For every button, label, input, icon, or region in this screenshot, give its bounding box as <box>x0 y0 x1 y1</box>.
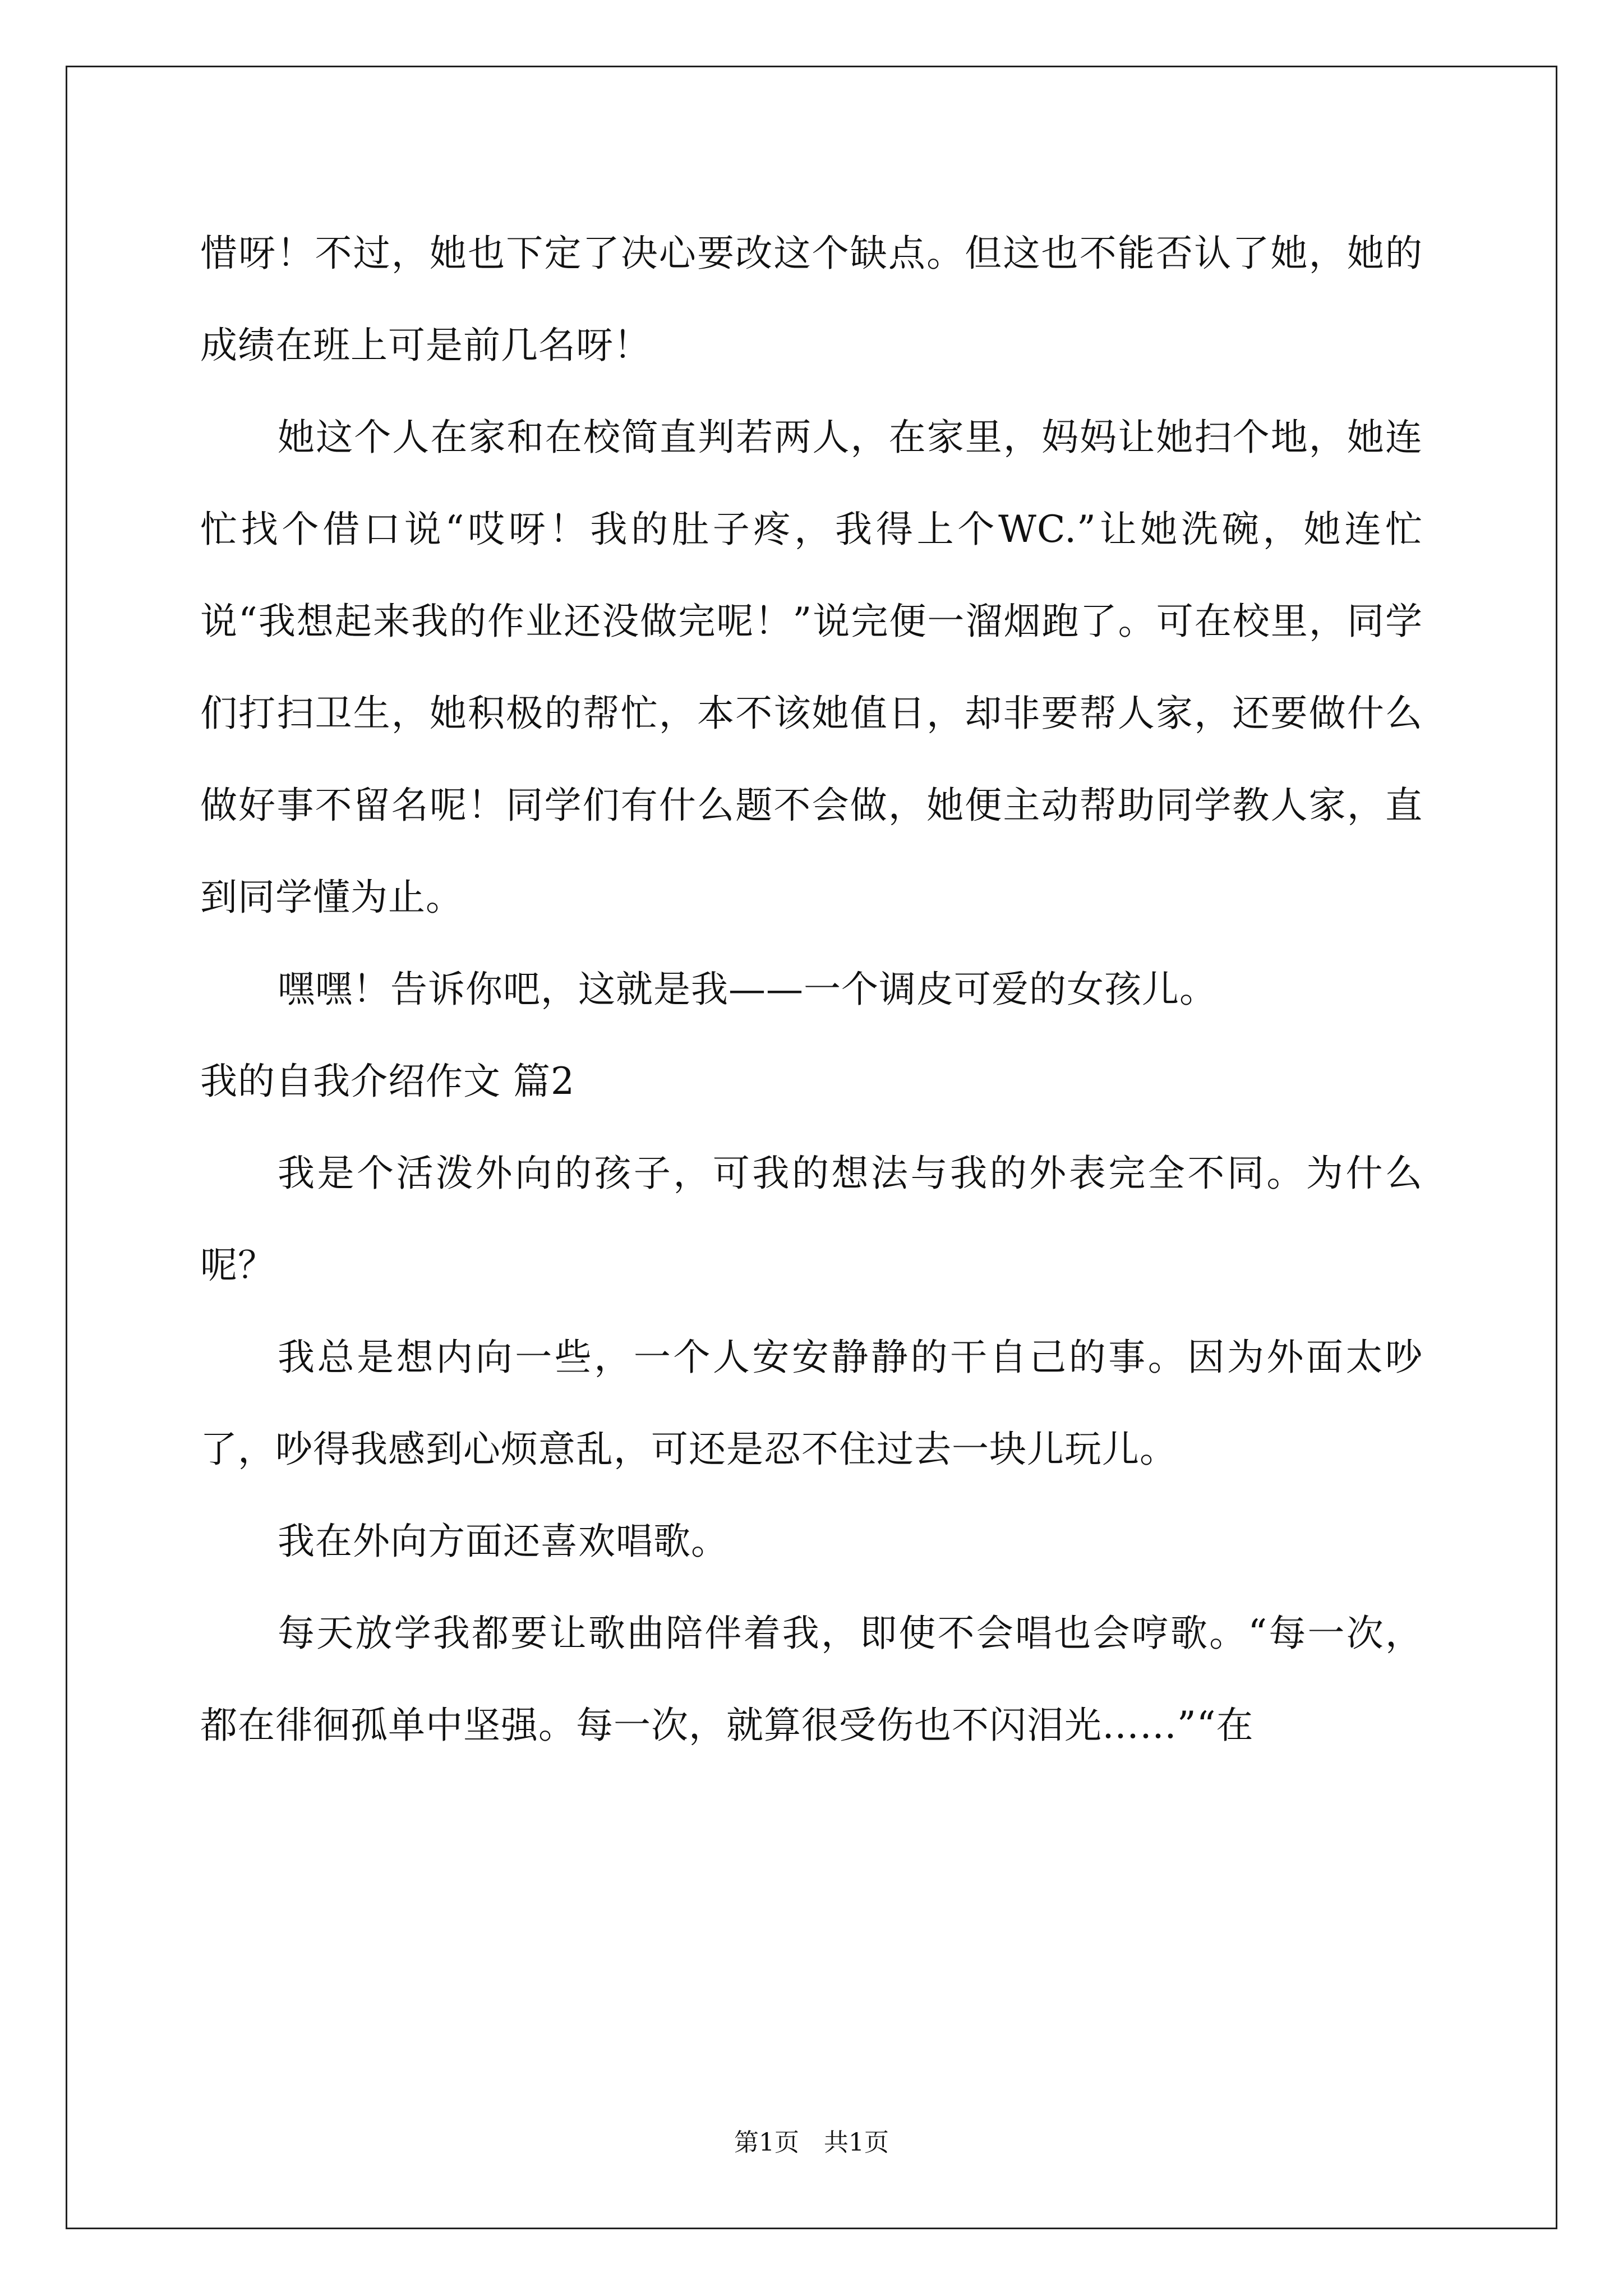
paragraph-3: 嘿嘿！告诉你吧，这就是我——一个调皮可爱的女孩儿。 <box>278 968 1217 1011</box>
paragraph-5: 我总是想内向一些，一个人安安静静的干自己的事。因为外面太吵了，吵得我感到心烦意乱，可还是忍不住过去一块儿玩儿。 <box>200 1336 1423 1471</box>
paragraph-7: 每天放学我都要让歌曲陪伴着我，即使不会唱也会哼歌。“每一次，都在徘徊孤单中坚强。每一次，就算很受伤也不闪泪光……”“在 <box>200 1612 1423 1747</box>
paragraph-6: 我在外向方面还喜欢唱歌。 <box>278 1520 728 1563</box>
paragraph-4: 我是个活泼外向的孩子，可我的想法与我的外表完全不同。为什么呢？ <box>200 1152 1423 1287</box>
page-footer: 第1页 共1页 <box>734 2128 889 2157</box>
paragraph-2: 她这个人在家和在校简直判若两人，在家里，妈妈让她扫个地，她连忙找个借口说“哎呀！我的肚子疼，我得上个WC.”让她洗碗，她连忙说“我想起来我的作业还没做完呢！”说完便一溜烟跑了。可在校里，同学们打扫卫生，她积极的帮忙，本不该她值日，却非要帮人家，还要做什么做好事不留名呢！同学们有什么题不会做，她便主动帮助同学教人家，直到同学懂为止。 <box>200 416 1423 919</box>
paragraph-1: 惜呀！不过，她也下定了决心要改这个缺点。但这也不能否认了她，她的成绩在班上可是前几名呀！ <box>200 232 1423 367</box>
document-body <box>200 208 1423 1772</box>
section-heading: 我的自我介绍作文 篇2 <box>200 1060 575 1103</box>
